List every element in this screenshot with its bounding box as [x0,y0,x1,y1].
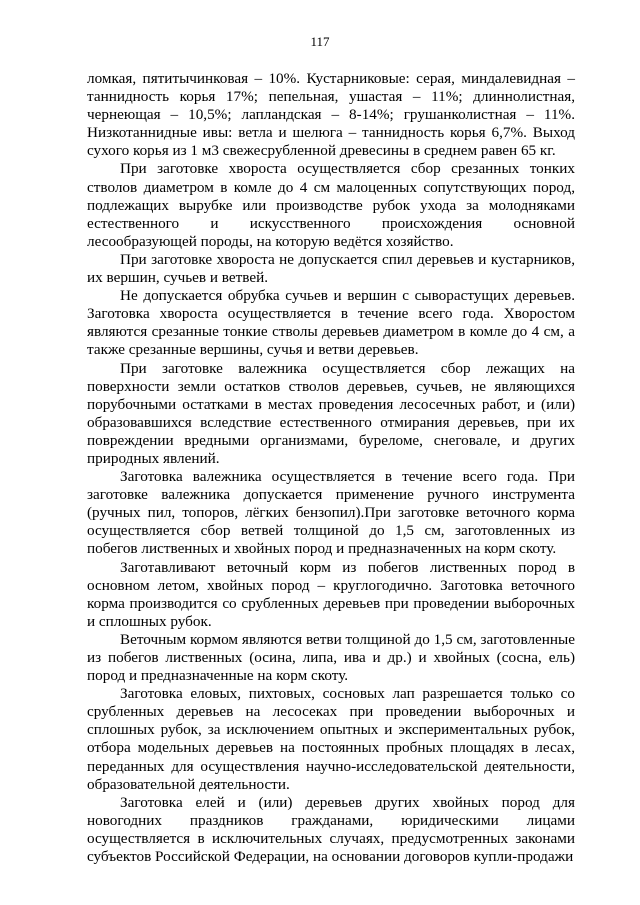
paragraph-conifer-boughs: Заготовка еловых, пихтовых, сосновых лап разрешается только со срубленных деревьев на лесосеках при проведении выборочных и сплошных рубок, за исключением опытных и экспериментальных рубок, отбора модельных деревьев на постоянных пробных площадях в лесах, переданных для осуществления научно-исследовательской деятельности, образовательной деятельности. [87,685,575,793]
paragraph-brushwood-restriction: При заготовке хвороста не допускается спил деревьев и кустарников, их вершин, сучьев и ветвей. [87,250,575,287]
paragraph-new-year-trees: Заготовка елей и (или) деревьев других хвойных пород для новогодних праздников гражданами, юридическими лицами осуществляется в исключительных случаях, предусмотренных законами субъектов Российской Федерации, на основании договоров купли-продажи [87,793,575,866]
paragraph-brushwood-collection: При заготовке хвороста осуществляется сбор срезанных тонких стволов диаметром в комле до 4 см малоценных сопутствующих пород, подлежащих вырубке или производстве рубок ухода за молодняками естественного и искусственного происхождения основной лесообразующей породы, на которую ведётся хозяйство. [87,160,575,250]
paragraph-deadwood-collection: При заготовке валежника осуществляется сбор лежащих на поверхности земли остатков стволов деревьев, сучьев, не являющихся порубочными остатками в местах проведения лесосечных работ, и (или) образовавшихся вследствие естественного отмирания деревьев, при их повреждении вредными организмами, буреломе, снеговале, и других природных явлений. [87,359,575,467]
paragraph-brushwood-definition: Не допускается обрубка сучьев и вершин с сыворастущих деревьев. Заготовка хвороста осуществляется в течение всего года. Хворостом являются срезанные тонкие стволы деревьев диаметром в комле до 4 см, а также срезанные вершины, сучья и ветви деревьев. [87,287,575,359]
paragraph-branch-fodder-definition: Веточным кормом являются ветви толщиной до 1,5 см, заготовленные из побегов лиственных (осина, липа, ива и др.) и хвойных (сосна, ель) пород и предназначенные на корм скоту. [87,630,575,685]
paragraph-branch-fodder-season: Заготавливают веточный корм из побегов лиственных пород в основном летом, хвойных пород – круглогодично. Заготовка веточного корма производится со срубленных деревьев при проведении выборочных и сплошных рубок. [87,558,575,630]
paragraph-willow-tannin: ломкая, пятитычинковая – 10%. Кустарниковые: серая, миндалевидная – таннидность корья 17%; пепельная, ушастая – 11%; длиннолистная, чернеющая – 10,5%; лапландская – 8-14%; грушанколистная – 11%. Низкотаннидные ивы: ветла и шелюга – таннидность корья 6,7%. Выход сухого корья из 1 м3 свежесрубленной древесины в среднем равен 65 кг. [87,70,575,160]
body-text [87,70,575,866]
page-number: 117 [310,34,330,49]
paragraph-deadwood-tools: Заготовка валежника осуществляется в течение всего года. При заготовке валежника допускается применение ручного инструмента (ручных пил, топоров, лёгких бензопил).При заготовке веточного корма осуществляется сбор ветвей толщиной до 1,5 см, заготовленных из побегов лиственных и хвойных пород и предназначенных на корм скоту. [87,468,575,558]
